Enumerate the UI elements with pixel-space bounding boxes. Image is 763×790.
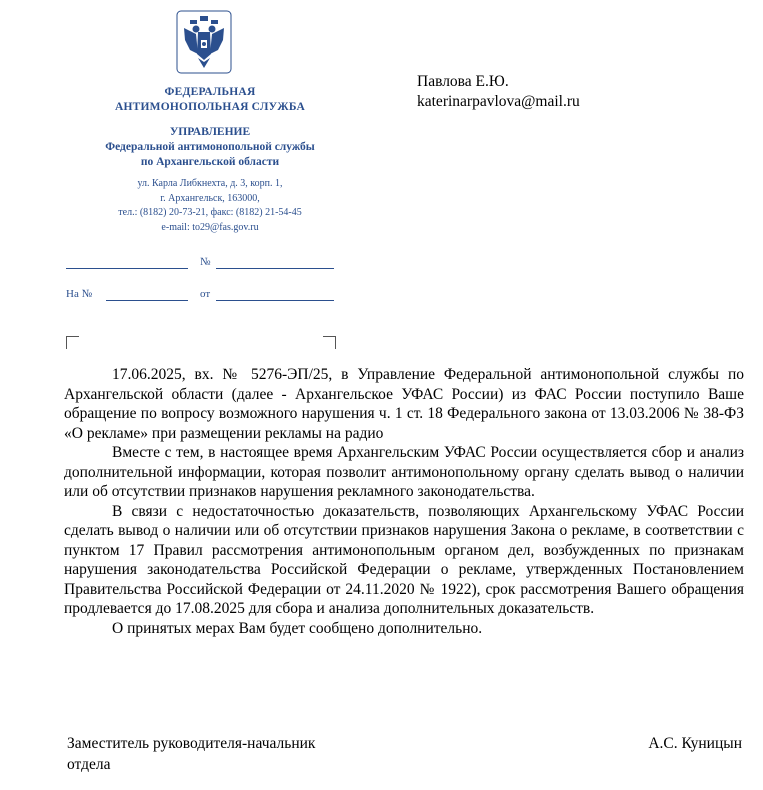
outgoing-number-line	[66, 268, 188, 269]
email-line: e-mail: to29@fas.gov.ru	[161, 221, 259, 233]
phone-line: тел.: (8182) 20-73-21, факс: (8182) 21-54-45	[118, 207, 302, 218]
number-sign: №	[200, 256, 211, 268]
reply-number-line	[106, 300, 188, 301]
recipient-block	[417, 72, 580, 112]
position-line1: Заместитель руководителя-начальник	[67, 735, 316, 752]
letter-body	[64, 365, 744, 638]
dept-line3: по Архангельской области	[140, 156, 280, 168]
paragraph-1: 17.06.2025, вх. № 5276-ЭП/25, в Управление Федеральной антимонопольной службы по Архангельской области (далее - Архангельское УФАС России) из ФАС России поступило Ваше обращение по вопросу возможного нарушения ч. 1 ст. 18 Федерального закона от 13.03.2006 № 38-ФЗ «О рекламе» при размещении рекламы на радио	[64, 366, 744, 442]
org-name-line2: АНТИМОНОПОЛЬНАЯ СЛУЖБА	[114, 101, 306, 113]
address-line2: г. Архангельск, 163000,	[160, 192, 260, 204]
recipient-email: katerinarpavlova@mail.ru	[417, 93, 580, 110]
paragraph-3: В связи с недостаточностью доказательств, позволяющих Архангельскому УФАС России сделать вывод о наличии или об отсутствии признаков нарушения Закона о рекламе, в соответствии с пунктом 17 Правил рассмотрения антимонопольным органом дел, возбужденных по признакам нарушения законодательства Российской Федерации о рекламе, утвержденных Постановлением Правительства Российской Федерации от 24.11.2020 № 1922), срок рассмотрения Вашего обращения продлевается до 17.08.2025 для сбора и анализа дополнительных доказательств.	[64, 502, 744, 617]
reply-date-line	[216, 300, 334, 301]
paragraph-4: О принятых мерах Вам будет сообщено дополнительно.	[112, 619, 483, 637]
signatory-position	[67, 733, 387, 775]
org-name	[95, 85, 325, 115]
org-name-line1: ФЕДЕРАЛЬНАЯ	[164, 86, 256, 98]
department-address	[75, 177, 345, 235]
corner-bracket-left	[66, 336, 79, 349]
address-line1: ул. Карла Либкнехта, д. 3, корп. 1,	[137, 178, 283, 189]
corner-bracket-right	[323, 336, 336, 349]
russian-coat-of-arms-icon	[176, 10, 232, 74]
reply-label: На №	[66, 288, 93, 300]
outgoing-date-line	[216, 268, 334, 269]
signatory-name: А.С. Куницын	[648, 735, 742, 752]
dept-line1: УПРАВЛЕНИЕ	[169, 126, 251, 138]
department-name	[75, 125, 345, 170]
from-label: от	[200, 288, 211, 300]
recipient-name: Павлова Е.Ю.	[417, 73, 509, 90]
position-line2: отдела	[67, 756, 111, 773]
dept-line2: Федеральной антимонопольной службы	[105, 141, 315, 153]
paragraph-2: Вместе с тем, в настоящее время Архангельским УФАС России осуществляется сбор и анализ дополнительной информации, которая позволит антимонопольному органу сделать вывод о наличии или об отсутствии признаков нарушения рекламного законодательства.	[64, 444, 744, 500]
